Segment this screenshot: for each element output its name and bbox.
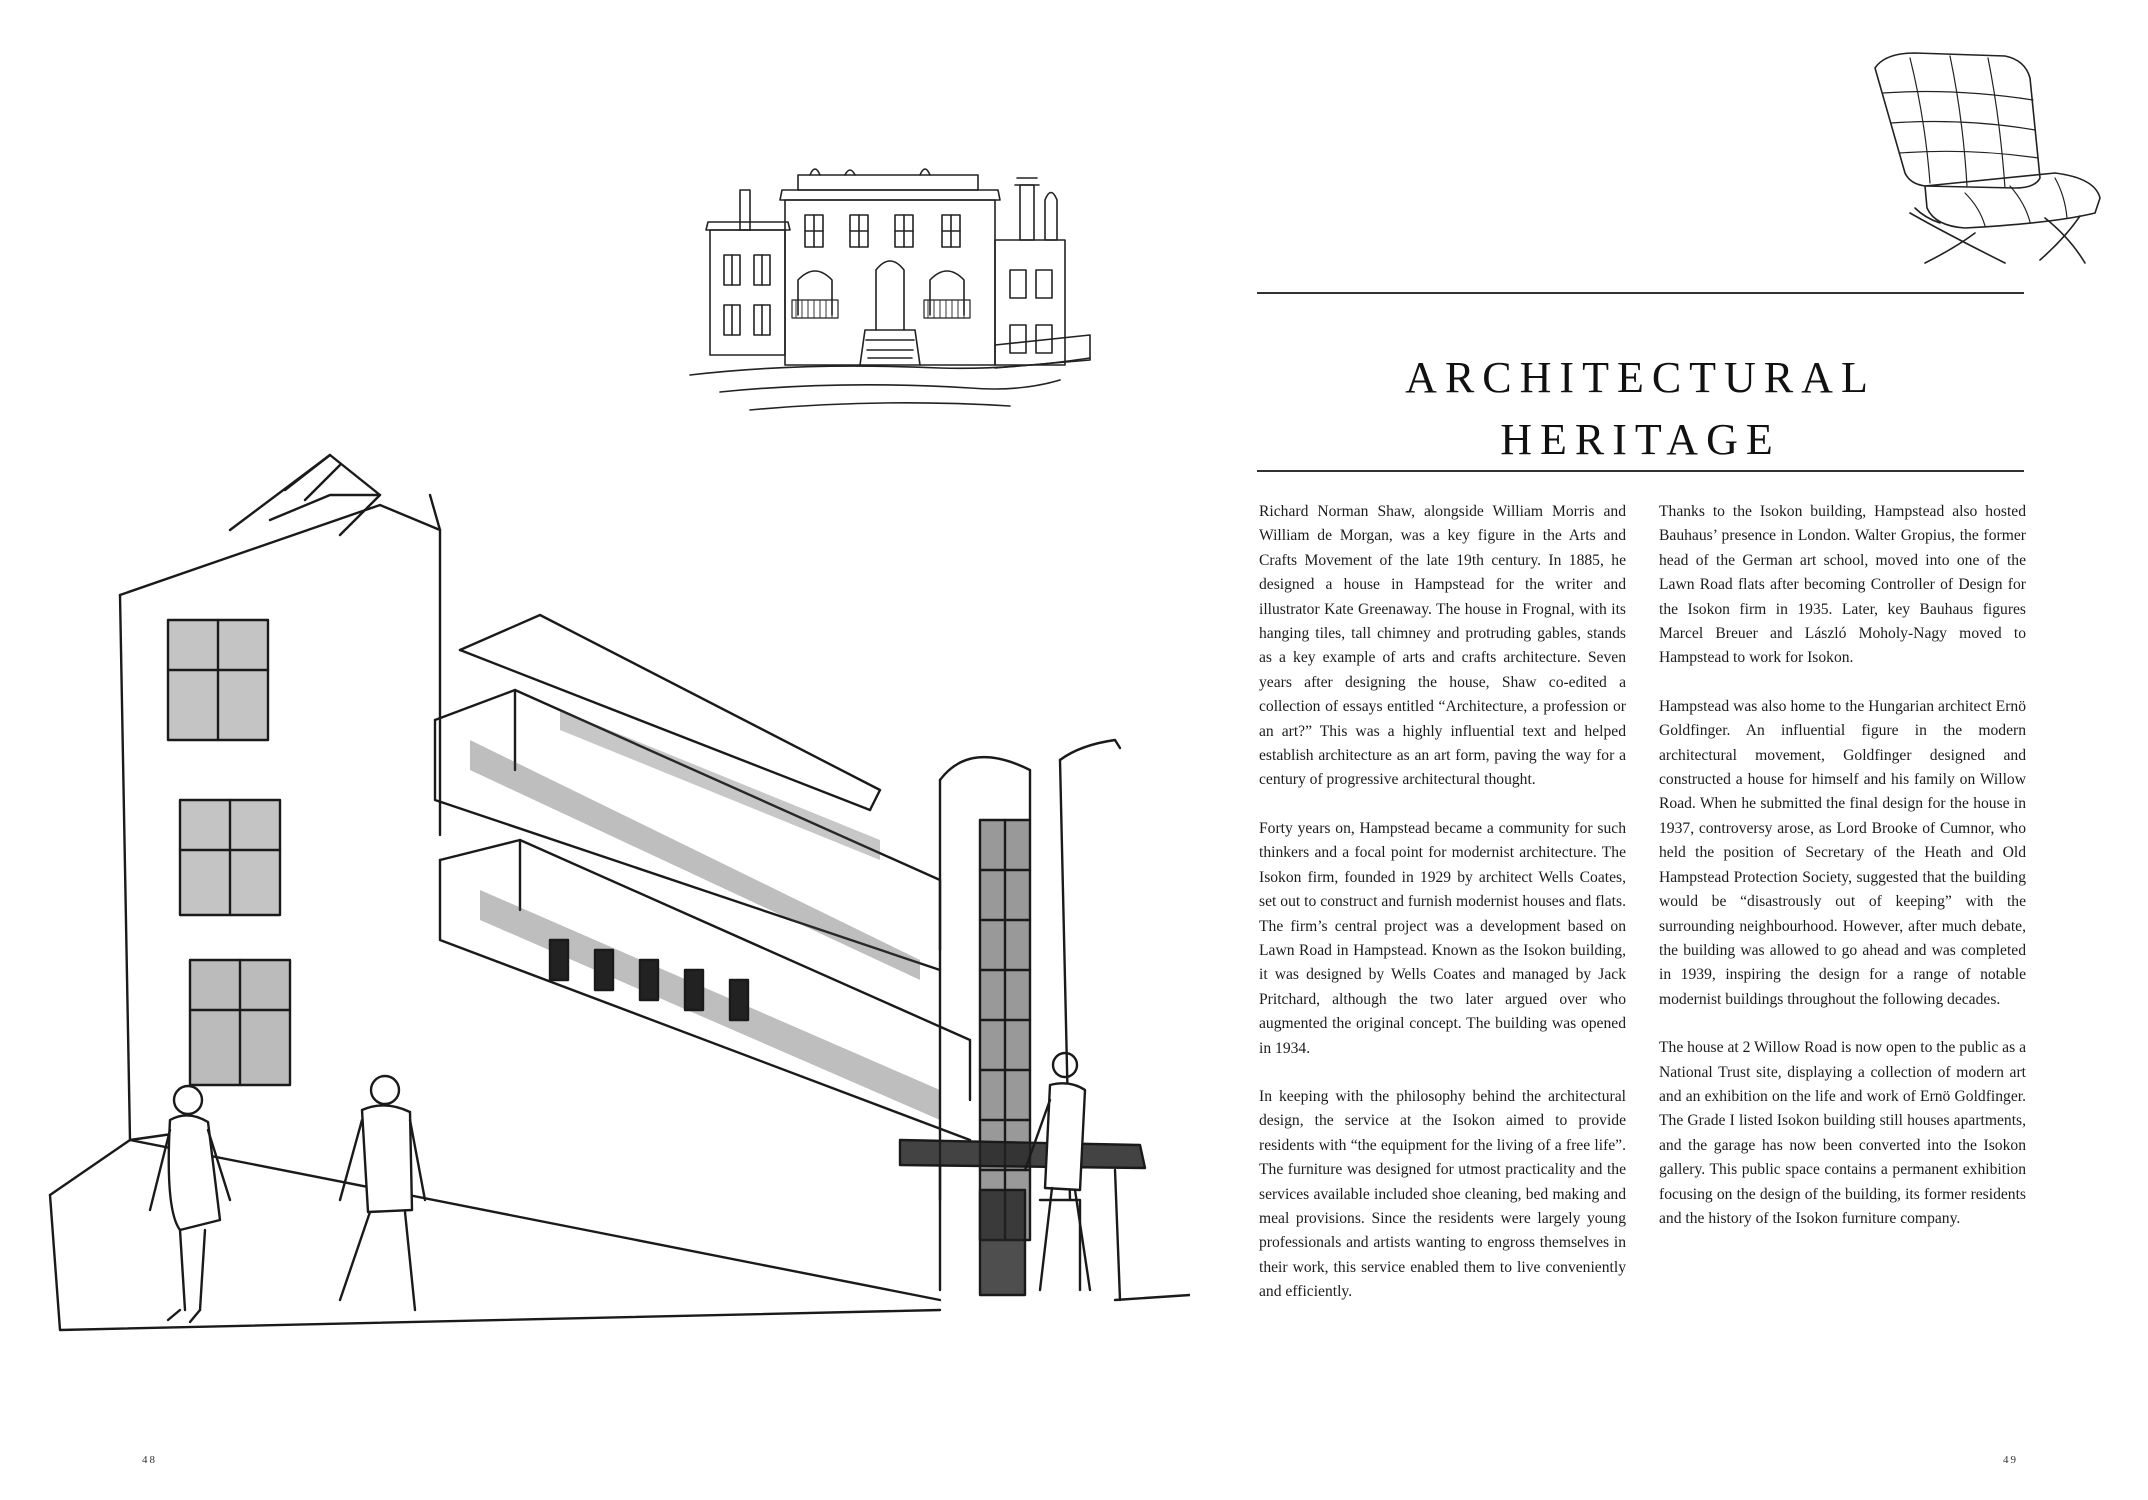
page-number-right: 49	[2003, 1454, 2018, 1466]
paragraph: Richard Norman Shaw, alongside William Morris and William de Morgan, was a key figure in the Arts and Crafts Movement of the late 19th century. In 1885, he designed a house in Hampstead for the writer and illustrator Kate Greenaway. The house in Frognal, with its hanging tiles, tall chimney and protruding gables, stands as a key example of arts and crafts architecture. Seven years after designing the house, Shaw co-edited a collection of essays entitled “Architecture, a profession or an art?” This was a highly influential text and helped establish architecture as an art form, paving the way for a century of progressive architectural thought.	[1259, 503, 1626, 789]
page-number-left: 48	[142, 1454, 157, 1466]
title-top-rule	[1257, 292, 2024, 294]
page-title	[1257, 347, 2024, 471]
paragraph: Forty years on, Hampstead became a community for such thinkers and a focal point for modernist architecture. The Isokon firm, founded in 1929 by architect Wells Coates, set out to construct and furnish modernist houses and flats. The firm’s central project was a development based on Lawn Road in Hampstead. Known as the Isokon building, it was designed by Wells Coates and managed by Jack Pritchard, although the two later argued over who augmented the original concept. The building was opened in 1934.	[1259, 819, 1626, 1057]
page-title-line-2: HERITAGE	[1500, 415, 1781, 465]
paragraph: Hampstead was also home to the Hungarian architect Ernö Goldfinger. An influential figure in the modern architectural movement, Goldfinger designed and constructed a house for himself and his family on Willow Road. When he submitted the final design for the house in 1937, controversy arose, as Lord Brooke of Cumnor, who held the position of Secretary of the Heath and Old Hampstead Protection Society, suggested that the building would be “disastrously out of keeping” with the surrounding neighbourhood. However, after much debate, the building was allowed to go ahead and was completed in 1939, inspiring the design for a range of notable modernist buildings throughout the following decades.	[1659, 697, 2026, 1008]
paragraph: In keeping with the philosophy behind the architectural design, the service at the Isokon aimed to provide residents with “the equipment for the living of a free life”. The furniture was designed for utmost practicality and the services available included shoe cleaning, bed making and meal provisions. Since the residents were largely young professionals and artists wanting to engross themselves in their work, this service enabled them to live conveniently and efficiently.	[1259, 1087, 1626, 1301]
paragraph: The house at 2 Willow Road is now open to the public as a National Trust site, displaying a collection of modern art and an exhibition on the life and work of Ernö Goldfinger. The Grade I listed Isokon building still houses apartments, and the garage has now been converted into the Isokon gallery. This public space contains a permanent exhibition focusing on the design of the building, its former residents and the history of the Isokon furniture company.	[1659, 1039, 2026, 1227]
paragraph: Thanks to the Isokon building, Hampstead also hosted Bauhaus’ presence in London. Walter Gropius, the former head of the German art school, moved into one of the Lawn Road flats after becoming Controller of Design for the Isokon firm in 1935. Later, key Bauhaus figures Marcel Breuer and László Moholy-Nagy moved to Hampstead to work for Isokon.	[1659, 503, 2026, 667]
body-column-right	[1659, 500, 2026, 1255]
title-bottom-rule	[1257, 470, 2024, 472]
isokon-building-sketch-icon	[40, 440, 1190, 1340]
body-column-left	[1259, 500, 1626, 1329]
barcelona-chair-sketch-icon	[1855, 38, 2115, 268]
georgian-house-sketch-icon	[680, 130, 1100, 420]
page-title-line-1: ARCHITECTURAL	[1405, 353, 1876, 403]
